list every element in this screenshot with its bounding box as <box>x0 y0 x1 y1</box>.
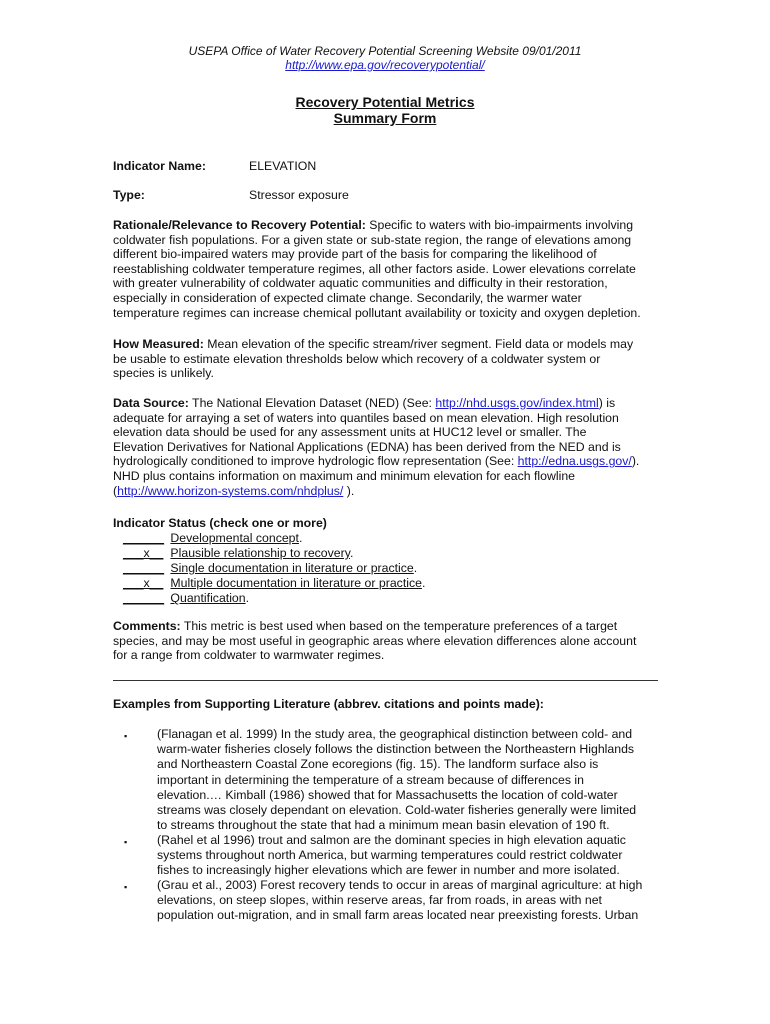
bullet-icon: ▪ <box>124 837 128 847</box>
page-header <box>0 44 770 72</box>
example-item <box>157 878 662 924</box>
indicator-name-value: ELEVATION <box>249 159 317 173</box>
data-source-text: ). <box>631 454 640 469</box>
example-line: systems throughout north America, but warming temperatures could restrict coldwater <box>157 848 623 863</box>
data-source-line: adequate for arraying a set of waters into quantiles based on mean elevation. High resolution <box>113 410 619 425</box>
rationale-line: with greater vulnerability of coldwater aquatic communities and difficulty in their restoration, <box>113 276 608 291</box>
indicator-type-label: Type: <box>113 188 145 202</box>
status-check[interactable]: ______ <box>123 561 165 575</box>
data-source-text: ). <box>343 483 355 498</box>
comments-line: species, and may be most useful in geographic areas where elevation differences alone account <box>113 633 637 648</box>
status-check[interactable]: ______ <box>123 591 165 605</box>
rationale-line: Specific to waters with bio-impairments involving <box>365 218 634 232</box>
section-divider <box>113 680 658 681</box>
status-text: Multiple documentation in literature or practice <box>170 576 422 590</box>
rationale-line: reestablishing coldwater temperature regimes, all other factors aside. Lower elevations correlate <box>113 261 636 276</box>
status-label: Indicator Status (check one or more) <box>113 516 327 530</box>
data-source-line: Elevation Derivatives for National Applications (EDNA) has been derived from the NED and is <box>113 439 621 454</box>
data-source-text: hydrologically conditioned to improve hydrologic flow representation (See: <box>113 454 518 469</box>
example-line: elevation.… Kimball (1986) showed that for Massachusetts the location of cold-water <box>157 787 618 802</box>
example-line: (Grau et al., 2003) Forest recovery tends to occur in areas of marginal agriculture: at high <box>157 878 643 892</box>
status-text: Developmental concept <box>170 531 299 545</box>
status-item: ______ Developmental concept. <box>123 531 303 545</box>
status-text: Plausible relationship to recovery <box>170 546 350 560</box>
example-item <box>157 833 662 879</box>
status-item: ______ Quantification. <box>123 591 250 605</box>
status-text: Single documentation in literature or practice <box>170 561 414 575</box>
data-source-line: NHD plus contains information on maximum and minimum elevation for each flowline <box>113 468 576 483</box>
bullet-icon: ▪ <box>124 882 128 892</box>
data-source-line: elevation data should be used for any assessment units at HUC12 level or smaller. The <box>113 425 587 440</box>
status-check[interactable]: ___x__ <box>123 546 164 560</box>
comments-line: for a range from coldwater to warmwater regimes. <box>113 648 385 663</box>
example-line: elevations, on steep slopes, within reserve areas, far from roads, in areas with net <box>157 893 602 908</box>
example-line: population out-migration, and in small farm areas located near preexisting forests. Urban <box>157 908 639 923</box>
indicator-type-value: Stressor exposure <box>249 188 349 202</box>
header-text: USEPA Office of Water Recovery Potential Screening Website 09/01/2011 <box>188 44 582 58</box>
status-item: ___x__ Plausible relationship to recovery. <box>123 546 354 560</box>
example-line: important in determining the temperature of a stream because of differences in <box>157 772 584 787</box>
data-source-text: The National Elevation Dataset (NED) (See: <box>188 396 436 410</box>
how-measured-line: Mean elevation of the specific stream/river segment. Field data or models may <box>203 337 634 351</box>
header-link[interactable]: http://www.epa.gov/recoverypotential/ <box>285 58 485 72</box>
title-line-2: Summary Form <box>333 110 437 126</box>
example-line: and Northeastern Coastal Zone ecoregions (fig. 15). The landform surface also is <box>157 757 599 772</box>
example-line: streams was closely dependant on elevation. Cold-water fisheries generally were limited <box>157 803 637 818</box>
example-item <box>157 727 662 833</box>
bullet-icon: ▪ <box>124 731 128 741</box>
rationale-line: temperature regimes can increase chemical pollutant availability or toxicity and oxygen depletion. <box>113 305 641 320</box>
nhd-link[interactable]: http://nhd.usgs.gov/index.html <box>435 396 599 410</box>
data-source-text: ) is <box>598 396 616 410</box>
indicator-name-label: Indicator Name: <box>113 159 206 173</box>
data-source-text: ( <box>113 483 118 498</box>
status-check[interactable]: ___x__ <box>123 576 164 590</box>
example-line: warm-water fisheries closely follows the distinction between the Northeastern Highlands <box>157 742 635 757</box>
how-measured-line: species is unlikely. <box>113 366 214 381</box>
example-line: (Rahel et al 1996) trout and salmon are the dominant species in high elevation aquatic <box>157 833 626 847</box>
rationale-label: Rationale/Relevance to Recovery Potential: <box>113 218 366 232</box>
comments-section <box>113 619 658 663</box>
form-title <box>0 94 770 126</box>
status-text: Quantification <box>170 591 246 605</box>
rationale-line: coldwater fish populations. For a given state or sub-state region, the range of elevations among <box>113 232 632 247</box>
how-measured-label: How Measured: <box>113 337 204 351</box>
how-measured-section <box>113 337 658 381</box>
rationale-line: different bio-impaired waters may provide part of the basis for comparing the likelihood of <box>113 247 597 262</box>
rationale-line: especially in consideration of expected climate change. Secondarily, the warmer water <box>113 290 582 305</box>
example-line: (Flanagan et al. 1999) In the study area, the geographical distinction between cold- and <box>157 727 633 741</box>
comments-label: Comments: <box>113 619 181 633</box>
example-line: fishes to increasingly higher elevations which are fewer in number and more isolated. <box>157 863 620 878</box>
example-line: to streams throughout the state that had a minimum mean basin elevation of 190 ft. <box>157 818 610 833</box>
rationale-section <box>113 218 658 320</box>
data-source-section <box>113 396 658 498</box>
status-item: ______ Single documentation in literature or practice. <box>123 561 418 575</box>
examples-heading: Examples from Supporting Literature (abbrev. citations and points made): <box>113 697 544 711</box>
status-item: ___x__ Multiple documentation in literature or practice. <box>123 576 426 590</box>
how-measured-line: be usable to estimate elevation thresholds below which recovery of a coldwater system or <box>113 351 601 366</box>
data-source-label: Data Source: <box>113 396 189 410</box>
nhdplus-link[interactable]: http://www.horizon-systems.com/nhdplus/ <box>117 483 344 498</box>
title-line-1: Recovery Potential Metrics <box>295 94 475 110</box>
edna-link[interactable]: http://edna.usgs.gov/ <box>517 454 632 469</box>
comments-line: This metric is best used when based on the temperature preferences of a target <box>180 619 618 633</box>
status-check[interactable]: ______ <box>123 531 165 545</box>
